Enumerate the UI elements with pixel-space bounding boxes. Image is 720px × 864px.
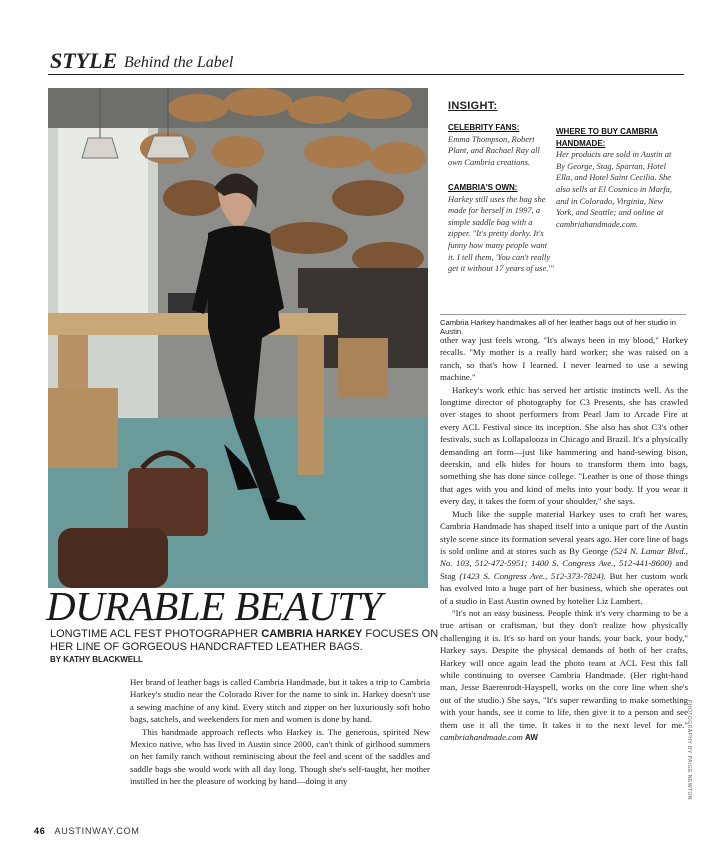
body-column-right — [440, 334, 688, 744]
body-text: But her custom work has evolved into a huge part of her business, which she operates out of a studio in East Austin owned by hotelier Liz Lambert. — [440, 570, 688, 606]
section-header — [48, 40, 684, 84]
website-link[interactable]: cambriahandmade.com — [440, 732, 523, 742]
where-to-buy-heading: WHERE TO BUY CAMBRIA HANDMADE: — [556, 127, 658, 148]
site-url: AUSTINWAY.COM — [54, 826, 140, 836]
signoff-mark: AW — [525, 733, 538, 742]
photo-caption: Cambria Harkey handmakes all of her leather bags out of her studio in Austin. — [440, 318, 676, 336]
deck-part-1: LONGTIME ACL FEST PHOTOGRAPHER — [50, 628, 259, 640]
body-text: Much like the supple material Harkey uses to craft her wares, Cambria Handmade has shaped itself into a unique part of the Austin style scene since its formation several years ago. Her core line of bags is sold online and at stores such as By George — [440, 508, 688, 556]
section-title: STYLE — [50, 48, 118, 73]
photo-credit: PHOTOGRAPHY BY PAIGE NEWTON — [686, 700, 692, 801]
page-number: 46 — [34, 826, 46, 836]
store-address: (1423 S. Congress Ave., 512-373-7824). — [459, 570, 606, 581]
celebrity-fans — [448, 122, 554, 168]
cambrias-own-heading: CAMBRIA'S OWN: — [448, 183, 518, 192]
cambrias-own-text: Harkey still uses the bag she made for herself in 1997, a simple saddle bag with a zipper. "It's pretty dorky. It's funny how many people want it. I tell them, 'You can't really get it without 17 years of use.'" — [448, 193, 554, 274]
body-paragraph: Her brand of leather bags is called Cambria Handmade, but it takes a trip to Cambria Harkey's studio near the Colorado River for the name to sink in. Harkey doesn't use a sewing machine of any kind. Every stitch and zipper on her luxuriously soft hobo bags, satchels, and weekenders for men and women is done by hand. — [130, 677, 430, 725]
celebrity-fans-heading: CELEBRITY FANS: — [448, 123, 520, 132]
body-paragraph: other way just feels wrong. "It's always been in my blood," Harkey recalls. "My mother is a really hard worker; she was raised on a ranch, so that's how I learned. I never learned to use a sewing machine." — [440, 335, 688, 383]
body-text: "It's not an easy business. People think it's very charming to be a true artisan or craftsman, but they don't realize how physically challenging it is. It's so hard on your hands, your back, your body," Harkey says. Despite the physical demands of both of her crafts, Harkey will once again lead the photo team at ACL Fest this fall while continuing to oversee Cambria Handmade. (Her right-hand man, Jesse Baerenrodt-Hayspell, works on the core line when she's out of the studio.) She says, "It's super rewarding to make something with your hands, see it come to life, then give it to a person and see them use it all the time. It takes it to the next level for me." — [440, 607, 688, 730]
cambrias-own — [448, 182, 554, 275]
headline: DURABLE BEAUTY — [46, 583, 382, 629]
celebrity-fans-text: Emma Thompson, Robert Plant, and Rachael Ray all own Cambria creations. — [448, 133, 540, 167]
store-address: (524 N. Lamar Blvd., No. 103, 512-472-5951; 1400 S. Congress Ave., 512-441-8600) — [440, 545, 688, 569]
body-text: and Stag — [440, 558, 688, 581]
body-paragraph: This handmade approach reflects who Harkey is. The generous, spirited New Mexico native, who has lived in Austin since 2000, can't think of girlhood summers on her family ranch without reminiscing about the feel and scent of the saddles and saddle bags she would work with all day long. Though she's self-taught, her mother instilled in her the pleasure of working by hand—doing it any — [130, 726, 430, 787]
body-paragraph — [440, 607, 688, 744]
deck-name: CAMBRIA HARKEY — [261, 628, 363, 640]
insight-title: INSIGHT: — [448, 100, 498, 112]
insight-box — [444, 96, 688, 312]
body-paragraph: Harkey's work ethic has served her artistic instincts well. As the longtime director of photography for C3 Presents, she has crawled over stages to shoot performers from Pearl Jam to Arcade Fire at every ACL Festival since its inception. She also has shot C3's other festivals, such as Lollapalooza in Chicago and Brazil. It's a physically demanding art form—just like hammering and hand-sewing bison, deerskin, and elk hides for hours to transform them into bags, something she has done since college. "Leather is one of those things that ages with you and kind of melts into your body. If you wear it every day, it takes the form of your shoulder," she says. — [440, 384, 688, 507]
folio — [34, 826, 140, 836]
studio-photo — [48, 88, 428, 588]
where-to-buy — [556, 126, 672, 230]
deck-part-2: FOCUSES ON HER LINE OF GORGEOUS HANDCRAFTED LEATHER BAGS. — [50, 628, 439, 653]
where-to-buy-text: Her products are sold in Austin at By George, Stag, Spartan, Hotel Ella, and Hotel Saint Cecilia. She also sells at El Cosmico in Marfa, and in Colorado, Virginia, New York, and Seattle; and online at cambriahandmade.com. — [556, 149, 672, 229]
section-subtitle: Behind the Label — [124, 54, 234, 71]
header-rule — [48, 74, 684, 75]
body-column-left — [130, 676, 430, 788]
deck — [50, 628, 440, 654]
body-paragraph — [440, 508, 688, 607]
caption-rule — [440, 314, 686, 315]
byline: BY KATHY BLACKWELL — [50, 655, 143, 664]
